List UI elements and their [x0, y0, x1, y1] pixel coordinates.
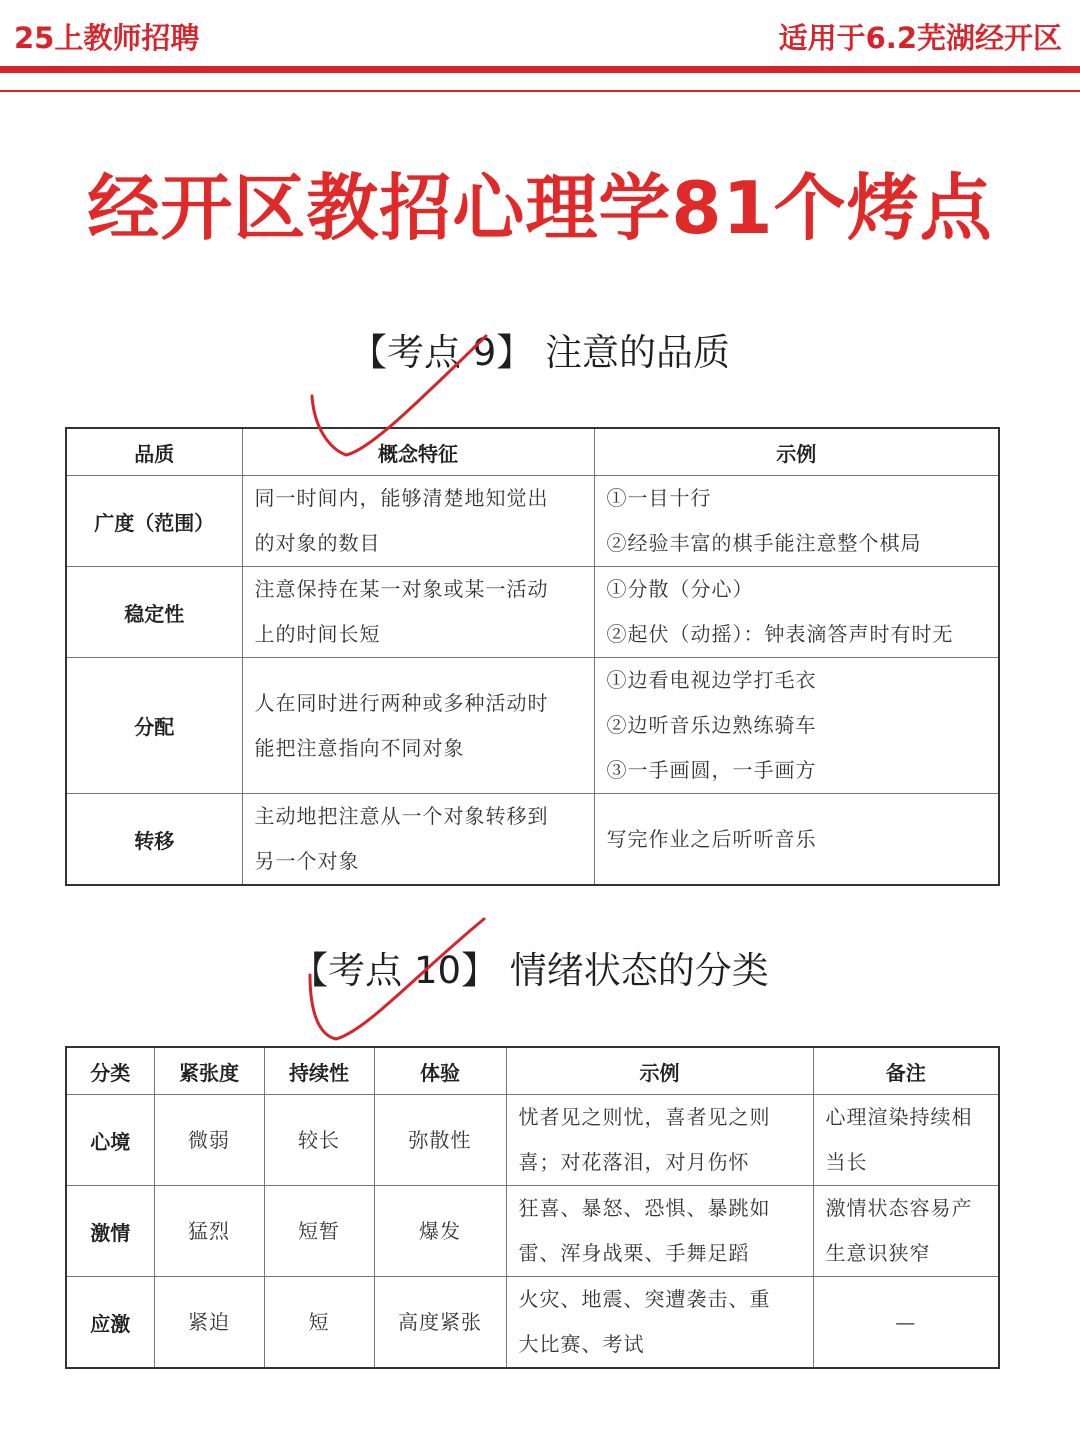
header-rule-thick — [0, 66, 1080, 73]
experience-cell: 爆发 — [374, 1186, 506, 1277]
table-row — [66, 476, 999, 567]
section2-title: 【考点 10】 情绪状态的分类 — [291, 949, 769, 992]
column-header: 备注 — [813, 1047, 999, 1095]
example-line: 喜；对花落泪，对月伤怀 — [518, 1150, 750, 1174]
feature-line: 主动地把注意从一个对象转移到 — [254, 804, 549, 828]
quality-cell: 分配 — [66, 658, 242, 794]
example-line: 忧者见之则忧，喜者见之则 — [518, 1105, 771, 1129]
example-cell — [506, 1095, 813, 1186]
column-header: 概念特征 — [242, 428, 594, 476]
experience-cell: 弥散性 — [374, 1095, 506, 1186]
feature-cell — [242, 658, 594, 794]
note-line: — — [895, 1309, 917, 1334]
header-right-text: 适用于6.2芜湖经开区 — [778, 21, 1062, 55]
experience-cell: 高度紧张 — [374, 1277, 506, 1369]
column-header: 品质 — [66, 428, 242, 476]
feature-line: 的对象的数目 — [254, 531, 381, 555]
table-row — [66, 1277, 999, 1369]
type-cell: 激情 — [66, 1186, 154, 1277]
header-rule-thin — [0, 90, 1080, 92]
note-line: 激情状态容易产 — [825, 1196, 973, 1220]
table-row — [66, 567, 999, 658]
feature-line: 同一时间内，能够清楚地知觉出 — [254, 486, 549, 510]
example-cell — [594, 567, 999, 658]
type-cell: 应激 — [66, 1277, 154, 1369]
note-cell — [813, 1095, 999, 1186]
note-line: 心理渲染持续相 — [825, 1105, 973, 1129]
duration-cell: 短暂 — [264, 1186, 374, 1277]
feature-cell — [242, 794, 594, 886]
feature-line: 上的时间长短 — [254, 622, 381, 646]
example-line: ①分散（分心） — [606, 577, 754, 601]
example-line: ③一手画圆，一手画方 — [606, 758, 817, 782]
example-cell — [506, 1186, 813, 1277]
example-line: ①一目十行 — [606, 486, 712, 510]
column-header: 示例 — [594, 428, 999, 476]
duration-cell: 短 — [264, 1277, 374, 1369]
table-row — [66, 1186, 999, 1277]
column-header: 持续性 — [264, 1047, 374, 1095]
column-header: 紧张度 — [154, 1047, 264, 1095]
type-cell: 心境 — [66, 1095, 154, 1186]
example-cell — [506, 1277, 813, 1369]
table-header-row — [66, 428, 999, 476]
emotion-state-table — [65, 1046, 1000, 1369]
example-line: 火灾、地震、突遭袭击、重 — [518, 1287, 771, 1311]
note-line: 当长 — [825, 1150, 868, 1174]
example-line: ②边听音乐边熟练骑车 — [606, 713, 817, 737]
table-row — [66, 1095, 999, 1186]
example-line: ②起伏（动摇）：钟表滴答声时有时无 — [606, 622, 954, 646]
example-line: 写完作业之后听听音乐 — [606, 826, 817, 851]
table-row — [66, 658, 999, 794]
quality-cell: 稳定性 — [66, 567, 242, 658]
note-cell — [813, 1277, 999, 1369]
example-cell — [594, 794, 999, 886]
example-line: ①边看电视边学打毛衣 — [606, 668, 817, 692]
attention-quality-table — [65, 427, 1000, 886]
feature-cell — [242, 476, 594, 567]
quality-cell: 转移 — [66, 794, 242, 886]
column-header: 分类 — [66, 1047, 154, 1095]
page-title: 经开区教招心理学81个烤点 — [87, 166, 993, 250]
table-header-row — [66, 1047, 999, 1095]
column-header: 体验 — [374, 1047, 506, 1095]
feature-line: 能把注意指向不同对象 — [254, 735, 465, 760]
tension-cell: 紧迫 — [154, 1277, 264, 1369]
example-line: ②经验丰富的棋手能注意整个棋局 — [606, 531, 922, 555]
example-cell — [594, 658, 999, 794]
note-line: 生意识狭窄 — [825, 1241, 931, 1265]
example-line: 狂喜、暴怒、恐惧、暴跳如 — [518, 1196, 771, 1220]
feature-cell — [242, 567, 594, 658]
header-left-text: 25上教师招聘 — [14, 21, 200, 55]
note-cell — [813, 1186, 999, 1277]
feature-line: 另一个对象 — [254, 849, 360, 873]
tension-cell: 猛烈 — [154, 1186, 264, 1277]
section1-title: 【考点 9】 注意的品质 — [349, 331, 731, 374]
feature-line: 人在同时进行两种或多种活动时 — [254, 690, 549, 715]
example-cell — [594, 476, 999, 567]
table-row — [66, 794, 999, 886]
example-line: 大比赛、考试 — [518, 1332, 645, 1356]
quality-cell: 广度（范围） — [66, 476, 242, 567]
duration-cell: 较长 — [264, 1095, 374, 1186]
column-header: 示例 — [506, 1047, 813, 1095]
tension-cell: 微弱 — [154, 1095, 264, 1186]
feature-line: 注意保持在某一对象或某一活动 — [254, 577, 549, 601]
example-line: 雷、浑身战栗、手舞足蹈 — [518, 1241, 750, 1265]
